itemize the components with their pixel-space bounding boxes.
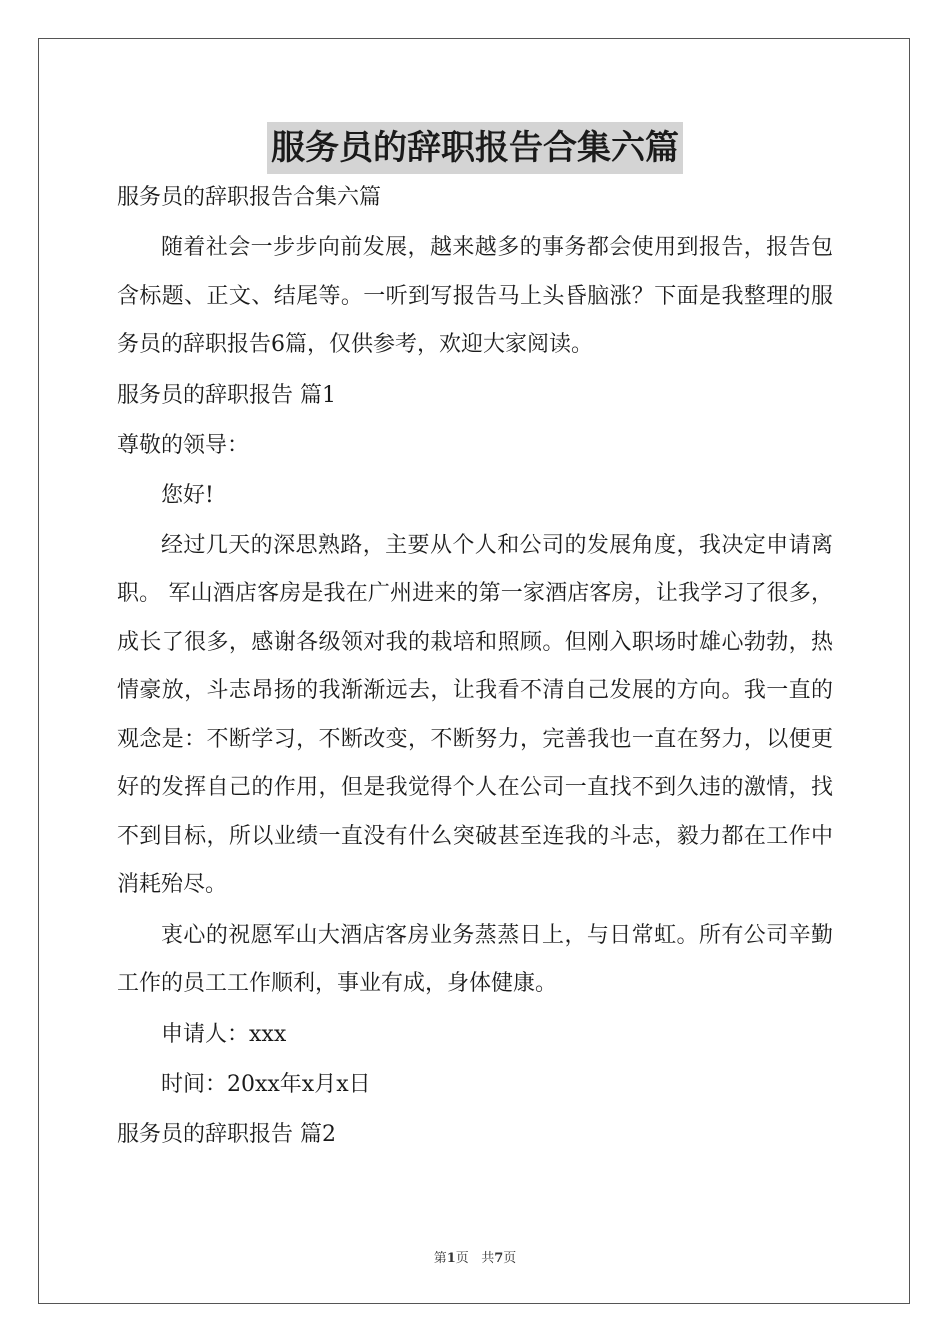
title-container	[0, 122, 950, 174]
page-suffix: 页	[455, 1251, 469, 1266]
total-prefix: 共	[481, 1251, 495, 1266]
total-pages: 7	[494, 1251, 504, 1266]
intro-paragraph: 随着社会一步步向前发展，越来越多的事务都会使用到报告，报告包含标题、正文、结尾等。一听到写报告马上头昏脑涨？下面是我整理的服务员的辞职报告6篇，仅供参考，欢迎大家阅读。	[117, 235, 833, 357]
document-body	[117, 174, 833, 1159]
subtitle: 服务员的辞职报告合集六篇	[117, 185, 382, 210]
greeting: 您好!	[161, 482, 214, 508]
page-footer	[0, 1247, 950, 1266]
applicant-line: 申请人：xxx	[161, 1021, 287, 1047]
page-prefix: 第	[433, 1251, 447, 1266]
date-line: 时间：20xx年x月x日	[161, 1071, 371, 1097]
total-suffix: 页	[503, 1251, 517, 1266]
section-heading-1: 服务员的辞职报告 篇1	[117, 382, 336, 408]
body-paragraph-1: 经过几天的深思熟路，主要从个人和公司的发展角度，我决定申请离职。 军山酒店客房是我在广州进来的第一家酒店客房，让我学习了很多，成长了很多，感谢各级领对我的栽培和照顾。但刚入职场时雄心勃勃，热情豪放，斗志昂扬的我渐渐远去，让我看不清自己发展的方向。我一直的观念是：不断学习，不断改变，不断努力，完善我也一直在努力，以便更好的发挥自己的作用，但是我觉得个人在公司一直找不到久违的激情，找不到目标，所以业绩一直没有什么突破甚至连我的斗志，毅力都在工作中消耗殆尽。	[117, 532, 833, 897]
section-heading-2: 服务员的辞职报告 篇2	[117, 1121, 336, 1147]
salutation: 尊敬的领导：	[117, 432, 250, 458]
page-number: 1	[446, 1251, 456, 1266]
body-paragraph-2: 衷心的祝愿军山大酒店客房业务蒸蒸日上，与日常虹。所有公司辛勤工作的员工工作顺利，事业有成，身体健康。	[117, 922, 833, 996]
document-title: 服务员的辞职报告合集六篇	[267, 122, 683, 174]
